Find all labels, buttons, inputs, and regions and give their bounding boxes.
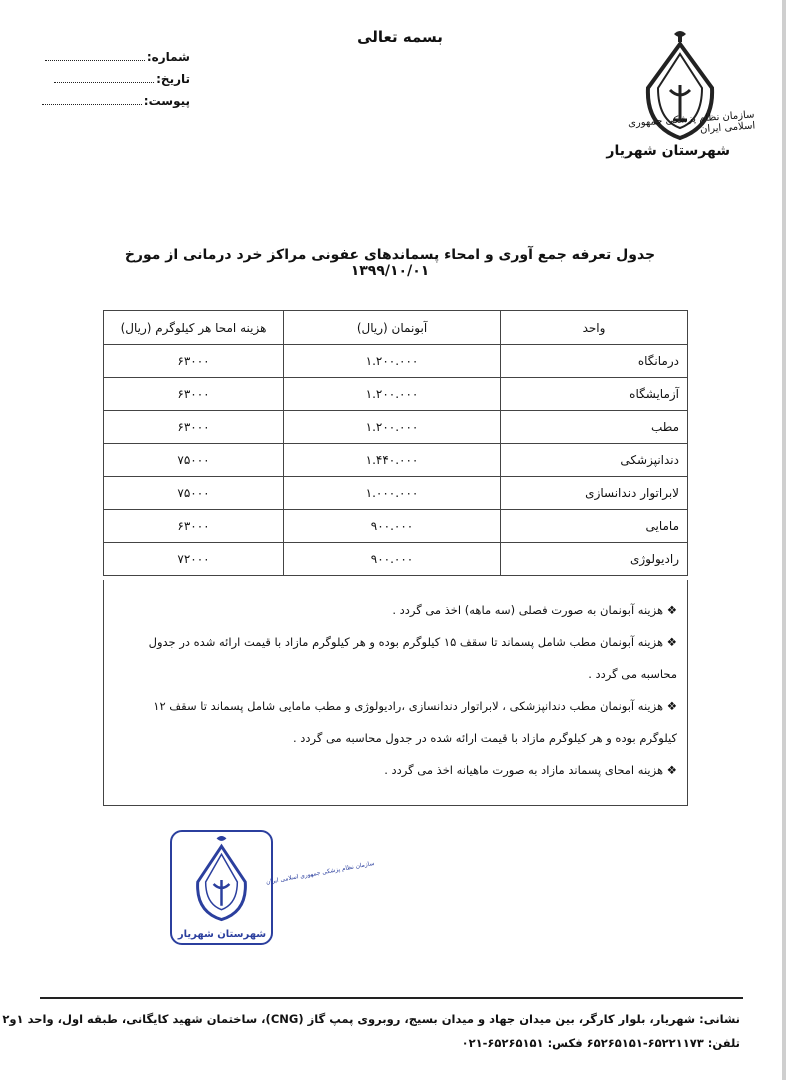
unit-cell: لابراتوار دندانسازی <box>501 477 688 510</box>
date-label: تاریخ: <box>156 72 190 86</box>
unit-cell: مطب <box>501 411 688 444</box>
cost-cell: ۶۳۰۰۰ <box>104 510 284 543</box>
subscription-cell: ۱.۲۰۰.۰۰۰ <box>284 345 501 378</box>
header-subscription: آبونمان (ریال) <box>284 311 501 345</box>
cost-cell: ۷۵۰۰۰ <box>104 444 284 477</box>
subscription-cell: ۱.۲۰۰.۰۰۰ <box>284 378 501 411</box>
tariff-table <box>103 310 688 576</box>
subscription-cell: ۱.۴۴۰.۰۰۰ <box>284 444 501 477</box>
stamp-logo-icon <box>172 832 375 927</box>
note-item: ❖ هزینه آبونمان مطب دندانپزشکی ، لابراتوار دندانسازی ،رادیولوژی و مطب مامایی شامل پسماند تا سقف ۱۲ کیلوگرم بوده و هر کیلوگرم مازاد با قیمت ارائه شده در جدول محاسبه می گردد . <box>153 699 677 745</box>
cost-cell: ۷۲۰۰۰ <box>104 543 284 576</box>
org-city: شهرستان شهریار <box>606 143 730 159</box>
number-line <box>40 50 190 64</box>
table-row <box>104 444 688 477</box>
table-header-row <box>104 311 688 345</box>
subscription-cell: ۹۰۰.۰۰۰ <box>284 543 501 576</box>
date-line <box>40 72 190 86</box>
page-title: جدول تعرفه جمع آوری و امحاء پسماندهای عفونی مراکز خرد درمانی از مورخ ۱۳۹۹/۱۰/۰۱ <box>124 247 656 279</box>
table-row <box>104 411 688 444</box>
header-cost-per-kg: هزینه امحا هر کیلوگرم (ریال) <box>104 311 284 345</box>
subscription-cell: ۱.۲۰۰.۰۰۰ <box>284 411 501 444</box>
date-dotted-line <box>54 72 154 83</box>
attachment-label: پیوست: <box>143 94 190 108</box>
unit-cell: درمانگاه <box>501 345 688 378</box>
official-stamp <box>170 830 375 945</box>
table-row <box>104 510 688 543</box>
unit-cell: مامایی <box>501 510 688 543</box>
unit-cell: رادیولوژی <box>501 543 688 576</box>
table-row <box>104 378 688 411</box>
invocation: بسمه تعالی <box>357 28 443 46</box>
stamp-org-name: سازمان نظام پزشکی جمهوری اسلامی ایران <box>265 859 375 886</box>
number-dotted-line <box>45 50 145 61</box>
table-row <box>104 477 688 510</box>
table-row <box>104 543 688 576</box>
attachment-dotted-line <box>42 94 142 105</box>
cost-cell: ۷۵۰۰۰ <box>104 477 284 510</box>
stamp-city: شهرستان شهریار <box>177 929 267 940</box>
attachment-line <box>40 94 190 108</box>
footer-divider <box>40 997 743 999</box>
footer-address: نشانی: شهریار، بلوار کارگر، بین میدان جهاد و میدان بسیج، روبروی پمپ گاز (CNG)، ساختمان شهید کایگانی، طبقه اول، واحد ۱و۲ <box>2 1012 740 1026</box>
notes-box <box>103 580 688 806</box>
subscription-cell: ۱.۰۰۰.۰۰۰ <box>284 477 501 510</box>
cost-cell: ۶۳۰۰۰ <box>104 345 284 378</box>
table-row <box>104 345 688 378</box>
header-unit: واحد <box>501 311 688 345</box>
unit-cell: دندانپزشکی <box>501 444 688 477</box>
note-item: ❖ هزینه آبونمان به صورت فصلی (سه ماهه) اخذ می گردد . <box>392 603 677 617</box>
subscription-cell: ۹۰۰.۰۰۰ <box>284 510 501 543</box>
unit-cell: آزمایشگاه <box>501 378 688 411</box>
cost-cell: ۶۳۰۰۰ <box>104 378 284 411</box>
page-edge <box>782 0 786 1080</box>
org-name: سازمان نظام پزشکی جمهوری اسلامی ایران <box>627 109 756 136</box>
note-item: ❖ هزینه آبونمان مطب شامل پسماند تا سقف ۱۵ کیلوگرم بوده و هر کیلوگرم مازاد با قیمت ارائه شده در جدول محاسبه می گردد . <box>148 635 677 681</box>
cost-cell: ۶۳۰۰۰ <box>104 411 284 444</box>
number-label: شماره: <box>146 50 190 64</box>
footer-phone: تلفن: ۶۵۲۲۱۱۷۳-۶۵۲۶۵۱۵۱ فکس: ۶۵۲۶۵۱۵۱-۰۲۱ <box>461 1036 740 1050</box>
note-item: ❖ هزینه امحای پسماند مازاد به صورت ماهیانه اخذ می گردد . <box>384 763 677 777</box>
